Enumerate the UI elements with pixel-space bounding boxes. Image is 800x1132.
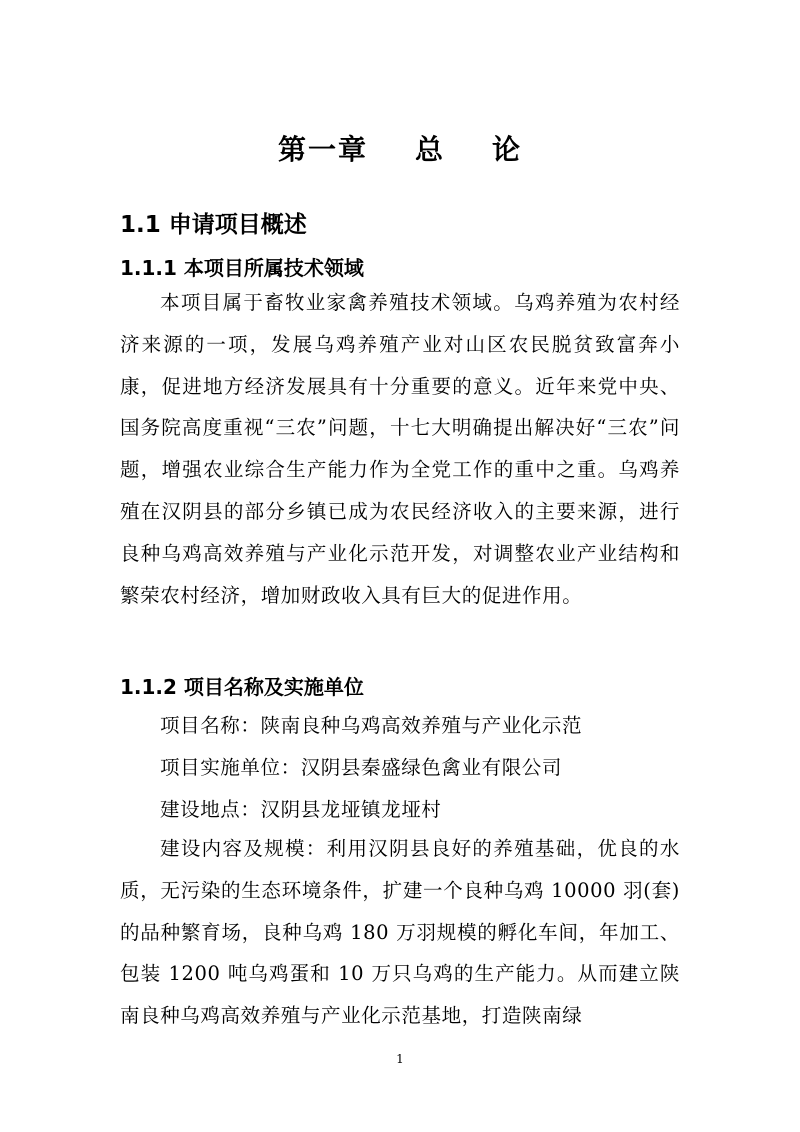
section-heading-1-1: 1.1 申请项目概述: [120, 212, 307, 238]
section-heading-1-1-2: 1.1.2 项目名称及实施单位: [120, 675, 364, 699]
project-name-line: 项目名称：陕南良种乌鸡高效养殖与产业化示范: [160, 714, 583, 737]
page-number: 1: [396, 1052, 404, 1066]
section-heading-1-1-1: 1.1.1 本项目所属技术领域: [120, 256, 364, 280]
project-site-line: 建设地点：汉阴县龙垭镇龙垭村: [160, 798, 442, 821]
project-unit-line: 项目实施单位：汉阴县秦盛绿色禽业有限公司: [160, 756, 563, 779]
technical-field-paragraph: 本项目属于畜牧业家禽养殖技术领域。乌鸡养殖为农村经济来源的一项，发展乌鸡养殖产业对山区农民脱贫致富奔小康，促进地方经济发展具有十分重要的意义。近年来党中央、国务院高度重视“三农”问题，十七大明确提出解决好“三农”问题，增强农业综合生产能力作为全党工作的重中之重。乌鸡养殖在汉阴县的部分乡镇已成为农民经济收入的主要来源，进行良种乌鸡高效养殖与产业化示范开发，对调整农业产业结构和繁荣农村经济，增加财政收入具有巨大的促进作用。: [120, 291, 680, 607]
chapter-title: 第一章 总 论: [278, 133, 522, 166]
construction-scope-paragraph: 建设内容及规模：利用汉阴县良好的养殖基础，优良的水质，无污染的生态环境条件，扩建一个良种乌鸡 10000 羽(套)的品种繁育场，良种乌鸡 180 万羽规模的孵化车间，年加工、包装 1200 吨乌鸡蛋和 10 万只乌鸡的生产能力。从而建立陕南良种乌鸡高效养殖与产业化示范基地，打造陕南绿: [120, 837, 680, 1028]
